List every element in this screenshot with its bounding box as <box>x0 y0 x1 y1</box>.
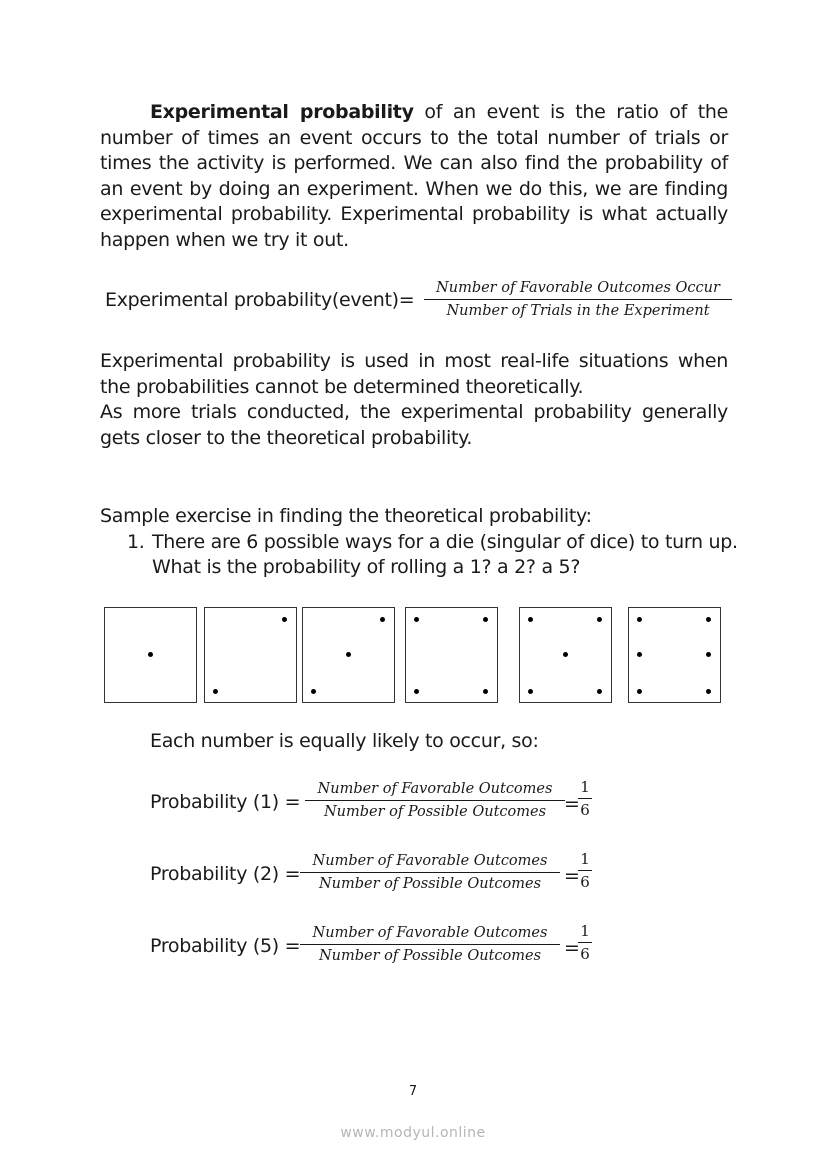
equally-likely-text: Each number is equally likely to occur, so: <box>150 730 539 752</box>
formula-numerator: Number of Favorable Outcomes Occur <box>424 280 732 300</box>
probability-fraction <box>300 925 560 964</box>
die-pip <box>528 617 533 622</box>
intro-text: of an event is the ratio of the number of times an event occurs to the total number of trials or times the activity is performed. We can also find the probability of an event by doing an experiment. When we do this, we are finding experimental probability. Experimental probability is what actually happen when we try it out. <box>100 101 728 251</box>
probability-fraction <box>305 781 565 820</box>
probability-denominator: Number of Possible Outcomes <box>323 804 547 820</box>
die-pip <box>706 617 711 622</box>
probability-result <box>578 778 592 819</box>
die-pip <box>148 652 153 657</box>
die-face-1 <box>104 607 197 703</box>
die-pip <box>311 689 316 694</box>
formula-denominator: Number of Trials in the Experiment <box>446 303 710 319</box>
result-denominator: 6 <box>580 945 590 963</box>
die-pip <box>637 617 642 622</box>
die-pip <box>483 617 488 622</box>
formula-fraction <box>424 280 732 319</box>
equals-sign: = <box>564 865 580 887</box>
formula-label: Experimental probability(event)= <box>105 289 415 311</box>
result-numerator: 1 <box>578 850 592 871</box>
result-numerator: 1 <box>578 922 592 943</box>
die-pip <box>380 617 385 622</box>
die-pip <box>282 617 287 622</box>
die-pip <box>597 617 602 622</box>
intro-term: Experimental probability <box>150 101 414 123</box>
probability-denominator: Number of Possible Outcomes <box>318 876 542 892</box>
die-pip <box>706 652 711 657</box>
die-pip <box>637 652 642 657</box>
die-pip <box>706 689 711 694</box>
probability-numerator: Number of Favorable Outcomes <box>300 925 560 945</box>
die-face-4 <box>405 607 498 703</box>
result-denominator: 6 <box>580 873 590 891</box>
die-face-3 <box>302 607 395 703</box>
usage-paragraph-2: As more trials conducted, the experimental probability generally gets closer to the theoretical probability. <box>100 401 728 449</box>
probability-fraction <box>300 853 560 892</box>
die-pip <box>637 689 642 694</box>
die-pip <box>483 689 488 694</box>
die-pip <box>597 689 602 694</box>
probability-numerator: Number of Favorable Outcomes <box>300 853 560 873</box>
page-number: 7 <box>408 1084 418 1099</box>
usage-paragraph-1: Experimental probability is used in most real-life situations when the probabilities cannot be determined theoretically. <box>100 350 728 398</box>
equals-sign: = <box>564 937 580 959</box>
die-face-6 <box>628 607 721 703</box>
probability-result <box>578 922 592 963</box>
exercise-heading: Sample exercise in finding the theoretical probability: <box>100 505 592 527</box>
die-pip <box>528 689 533 694</box>
equals-sign: = <box>564 793 580 815</box>
die-pip <box>563 652 568 657</box>
die-pip <box>213 689 218 694</box>
die-face-5 <box>519 607 612 703</box>
probability-label: Probability (5) = <box>150 935 301 957</box>
exercise-item-line2: What is the probability of rolling a 1? a 2? a 5? <box>152 556 581 578</box>
die-pip <box>414 617 419 622</box>
probability-numerator: Number of Favorable Outcomes <box>305 781 565 801</box>
die-pip <box>346 652 351 657</box>
probability-label: Probability (2) = <box>150 863 301 885</box>
intro-paragraph <box>100 100 728 254</box>
result-numerator: 1 <box>578 778 592 799</box>
exercise-item-number: 1. <box>127 531 145 553</box>
probability-label: Probability (1) = <box>150 791 301 813</box>
result-denominator: 6 <box>580 801 590 819</box>
probability-denominator: Number of Possible Outcomes <box>318 948 542 964</box>
exercise-item-line1: There are 6 possible ways for a die (singular of dice) to turn up. <box>152 531 738 553</box>
probability-result <box>578 850 592 891</box>
watermark: www.modyul.online <box>340 1125 486 1141</box>
die-face-2 <box>204 607 297 703</box>
die-pip <box>414 689 419 694</box>
